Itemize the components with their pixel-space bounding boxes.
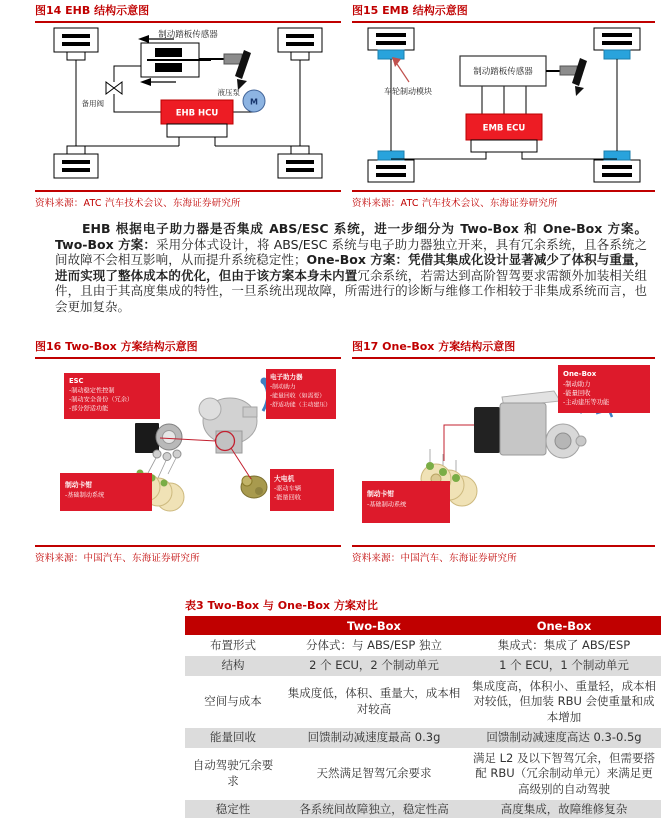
paragraph-twobox-text: 采用分体式设计，将 ABS/ESC 系统与电子助力器独立开来，具有冗余系统，且各系统之间故障不会相互影响，从而提升系统稳定性；	[55, 236, 647, 268]
ehb-schematic	[38, 26, 338, 184]
figure-14-source: 资料来源：ATC 汽车技术会议、东海证券研究所	[35, 190, 341, 209]
one-box-line3: -主动建压等功能	[562, 399, 609, 406]
ehb-hcu-box	[161, 100, 233, 137]
module-pointer-arrow	[392, 57, 409, 82]
table-row	[185, 728, 661, 749]
figure-15-panel	[352, 4, 655, 209]
one-box-schematic	[354, 361, 654, 543]
cell-twobox: 2 个 ECU，2 个制动单元	[309, 658, 439, 673]
motor-line2: -能量回收	[274, 494, 301, 502]
figure-17-panel	[352, 340, 655, 564]
row-label: 自动驾驶冗余要求	[192, 758, 274, 788]
cell-onebox: 高度集成，故障维修复杂	[500, 802, 628, 817]
motor-line1: -驱动车辆	[274, 485, 301, 493]
cell-onebox: 回馈制动减速度高达 0.3-0.5g	[486, 730, 642, 745]
emb-ecu-label: EMB ECU	[482, 123, 525, 134]
one-box-title: One-Box	[562, 370, 596, 378]
figure-15-title: 图15 EMB 结构示意图	[352, 4, 655, 23]
figure-17-source: 资料来源：中国汽车、东海证券研究所	[352, 545, 655, 564]
cell-onebox: 集成度高，体积小、重量轻，成本相对较低，但加装 RBU 会使重量和成本增加	[472, 678, 656, 724]
paragraph-tail-text: 冗余系统，若需达到高阶智驾要求需额外加装相关组件，且由于其高度集成的特性，一旦系统出现故障，所需进行的诊断与维修工作相较于非集成系统而言，也会更加复杂。	[55, 267, 647, 314]
one-box-line2: -能量回收	[562, 390, 590, 397]
caliper-line1: -基础制动系统	[65, 492, 105, 499]
caliper-label-box	[60, 473, 152, 511]
cell-twobox: 回馈制动减速度最高 0.3g	[307, 730, 441, 745]
figure-15-source: 资料来源：ATC 汽车技术会议、东海证券研究所	[352, 190, 655, 209]
figure-14-title: 图14 EHB 结构示意图	[35, 4, 341, 23]
brake-pedal-icon	[546, 58, 587, 96]
caliper-title: 制动卡钳	[65, 481, 93, 489]
table-row	[185, 676, 661, 728]
row-label: 布置形式	[210, 637, 256, 652]
table-header-row	[185, 616, 661, 635]
cell-twobox: 集成度低，体积、重量大，成本相对较高	[287, 686, 461, 716]
caliper-line1: -基础制动系统	[366, 501, 406, 509]
backup-valve-icon	[106, 82, 122, 94]
booster-line1: -制动助力	[270, 384, 296, 391]
emb-schematic	[354, 26, 654, 184]
motor-image	[241, 476, 267, 498]
cell-twobox: 分体式：与 ABS/ESP 独立	[305, 637, 443, 652]
body-paragraph	[55, 221, 647, 315]
table-row	[185, 656, 661, 677]
row-label: 能量回收	[210, 730, 256, 745]
abs-esc-unit-image	[135, 423, 182, 461]
brake-pedal-icon	[199, 50, 251, 90]
pedal-sensor-box	[460, 56, 546, 86]
motor-title: 大电机	[274, 475, 295, 483]
table-row	[185, 748, 661, 800]
figure-16-source: 资料来源：中国汽车、东海证券研究所	[35, 545, 341, 564]
table-header-onebox: One-Box	[467, 616, 661, 635]
table-header-empty	[185, 616, 281, 635]
two-box-schematic	[38, 361, 338, 543]
table-title: 表3 Two-Box 与 One-Box 方案对比	[185, 599, 378, 612]
booster-line3: -舒适功能（主动建压）	[270, 402, 332, 409]
pedal-sensor-label: 制动踏板传感器	[472, 67, 533, 77]
figure-16-title: 图16 Two-Box 方案结构示意图	[35, 340, 341, 359]
master-cylinder-icon	[138, 35, 211, 86]
caliper-title: 制动卡钳	[366, 490, 394, 498]
table-header-twobox: Two-Box	[281, 616, 467, 635]
pump-label: 液压泵	[217, 88, 240, 97]
one-box-label-box	[558, 365, 650, 413]
figure-15-diagram	[352, 23, 655, 190]
paragraph-lead-bold: EHB 根据电子助力器是否集成 ABS/ESC 系统，进一步细分为 Two-Box 和 One-Box 方案。Two-Box 方案：	[55, 221, 647, 252]
backup-valve-label: 备用阀	[81, 99, 104, 108]
figure-17-diagram	[352, 359, 655, 545]
figure-17-title: 图17 One-Box 方案结构示意图	[352, 340, 655, 359]
red-connector-line	[444, 425, 474, 461]
e-booster-image	[199, 398, 257, 453]
row-label: 稳定性	[215, 802, 251, 817]
esc-label-box	[64, 373, 160, 419]
booster-line2: -能量回收（如需要）	[270, 393, 326, 400]
comparison-table	[185, 616, 661, 818]
row-label: 结构	[221, 658, 245, 673]
comparison-table-section	[185, 597, 661, 818]
esc-line3: -部分舒适功能	[69, 405, 109, 413]
table-row	[185, 800, 661, 818]
emb-ecu-box	[466, 114, 542, 152]
cell-onebox: 1 个 ECU，1 个制动单元	[499, 658, 629, 673]
wheel-module-label: 车轮制动模块	[383, 87, 432, 96]
row-label: 空间与成本	[204, 694, 262, 709]
pedal-sensor-label: 制动踏板传感器	[158, 30, 218, 40]
figure-16-diagram	[35, 359, 341, 545]
cell-onebox: 集成式：集成了 ABS/ESP	[497, 637, 631, 652]
esc-line1: -制动稳定性控制	[69, 387, 115, 395]
table-row	[185, 635, 661, 656]
caliper-label-box	[362, 481, 450, 523]
cell-onebox: 满足 L2 及以下智驾冗余，但需要搭配 RBU（冗余制动单元）来满足更高级别的自动驾驶	[472, 750, 656, 796]
esc-title: ESC	[69, 377, 84, 385]
cell-twobox: 天然满足智驾冗余要求	[316, 766, 432, 781]
motor-m-label: M	[250, 97, 258, 107]
esc-line2: -制动安全备份（冗余）	[69, 396, 134, 404]
figure-14-diagram	[35, 23, 341, 190]
booster-label-box	[266, 369, 336, 419]
one-box-line1: -制动助力	[562, 381, 590, 388]
motor-label-box	[270, 469, 334, 511]
figure-16-panel	[35, 340, 341, 564]
figure-14-panel	[35, 4, 341, 209]
pump-motor-icon	[243, 90, 265, 112]
ehb-hcu-label: EHB HCU	[175, 108, 219, 119]
booster-title: 电子助力器	[270, 373, 303, 381]
paragraph-onebox-bold: One-Box 方案：凭借其集成化设计显著减少了体积与重量，进而实现了整体成本的优化，但由于该方案本身未内置	[55, 252, 647, 283]
cell-twobox: 各系统间故障独立，稳定性高	[299, 802, 449, 817]
